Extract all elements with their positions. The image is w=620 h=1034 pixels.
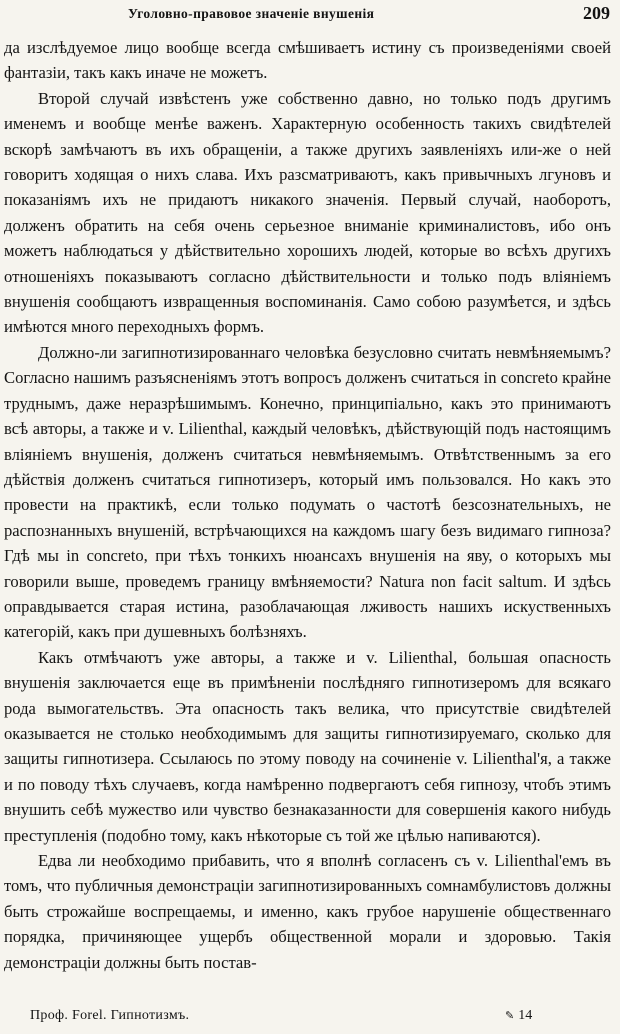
sheet-mark-icon: ✎ [505,1010,515,1022]
page-footer [0,1006,620,1028]
footer-signature: Проф. Forel. Гипнотизмъ. [30,1008,190,1023]
sheet-number-group [505,1008,532,1024]
paragraph: Какъ отмѣчаютъ уже авторы, а также и v. Lilienthal, большая опасность внушенія заключается еще въ примѣненіи послѣдняго гипнотизеромъ для всякаго рода вымогательствъ. Эта опасность такъ велика, что присутствіе свидѣтелей оказывается не столько необходимымъ для защиты гипнотизируемаго, сколько для защиты гипнотизера. Ссылаюсь по этому поводу на сочиненіе v. Lilienthal'я, а также и по поводу тѣхъ случаевъ, когда намѣренно подвергаютъ себя гипнозу, чтобъ этимъ внушить себѣ мужество или чувство безнаказанности для совершенія какого нибудь преступленія (подобно тому, какъ нѣкоторые съ той же цѣлью напиваются). [4,647,611,845]
paragraph: Должно-ли загипнотизированнаго человѣка безусловно считать невмѣняемымъ? Согласно нашимъ разъясненіямъ этотъ вопросъ долженъ считаться in concreto крайне труднымъ, даже неразрѣшимымъ. Конечно, принципіально, какъ это принимаютъ всѣ авторы, а также и v. Lilienthal, каждый человѣкъ, дѣйствующій подъ настоящимъ вліяніемъ внушенія, долженъ считаться невмѣняемымъ. Отвѣтственнымъ за его дѣйствія долженъ считаться гипнотизеръ, который имъ пользовался. Но какъ это провести на практикѣ, если только подумать о частотѣ безсознательныхъ, не распознанныхъ внушеній, встрѣчающихся на каждомъ шагу безъ видимаго гипноза? Гдѣ мы in concreto, при тѣхъ тонкихъ нюансахъ внушенія на яву, о которыхъ мы говорили выше, проведемъ границу вмѣняемости? Natura non facit saltum. И здѣсь оправдывается старая истина, разоблачающая лживость нашихъ искуственныхъ категорій, какъ при душевныхъ болѣзняхъ. [4,342,611,642]
body-text [4,35,611,975]
paragraph: Едва ли необходимо прибавить, что я вполнѣ согласенъ съ v. Lilienthal'емъ въ томъ, что публичныя демонстраціи загипнотизированныхъ сомнамбулистовъ должны быть строжайше воспрещаемы, и именно, какъ грубое нарушеніе общественнаго порядка, причиняющее ущербъ общественной морали и здоровью. Такія демонстраціи должны быть постав- [4,851,611,972]
running-title: Уголовно-правовое значеніе внушенія [128,6,375,21]
paragraph: да изслѣдуемое лицо вообще всегда смѣшиваетъ истину съ произведеніями своей фантазіи, такъ какъ иначе не можетъ. [4,38,611,83]
paragraph: Второй случай извѣстенъ уже собственно давно, но только подъ другимъ именемъ и вообще менѣе важенъ. Характерную особенность такихъ свидѣтелей вскорѣ замѣчаютъ въ ихъ обращеніи, а также другихъ заявленіяхъ или-же о ней говоритъ ходящая о нихъ слава. Ихъ разсматриваютъ, какъ привычныхъ лгуновъ и показаніямъ ихъ не придаютъ никакого значенія. Первый случай, наоборотъ, долженъ обратить на себя очень серьезное вниманіе криминалистовъ, ибо онъ можетъ наблюдаться у дѣйствительно хорошихъ людей, которые во всѣхъ другихъ отношеніяхъ показываютъ согласно дѣйствительности и только подъ вліяніемъ внушенія сообщаютъ извращенныя воспоминанія. Само собою разумѣется, и здѣсь имѣются много переходныхъ формъ. [4,88,611,337]
page-header [0,2,620,26]
page-number: 209 [583,3,610,23]
sheet-number: 14 [518,1008,533,1023]
